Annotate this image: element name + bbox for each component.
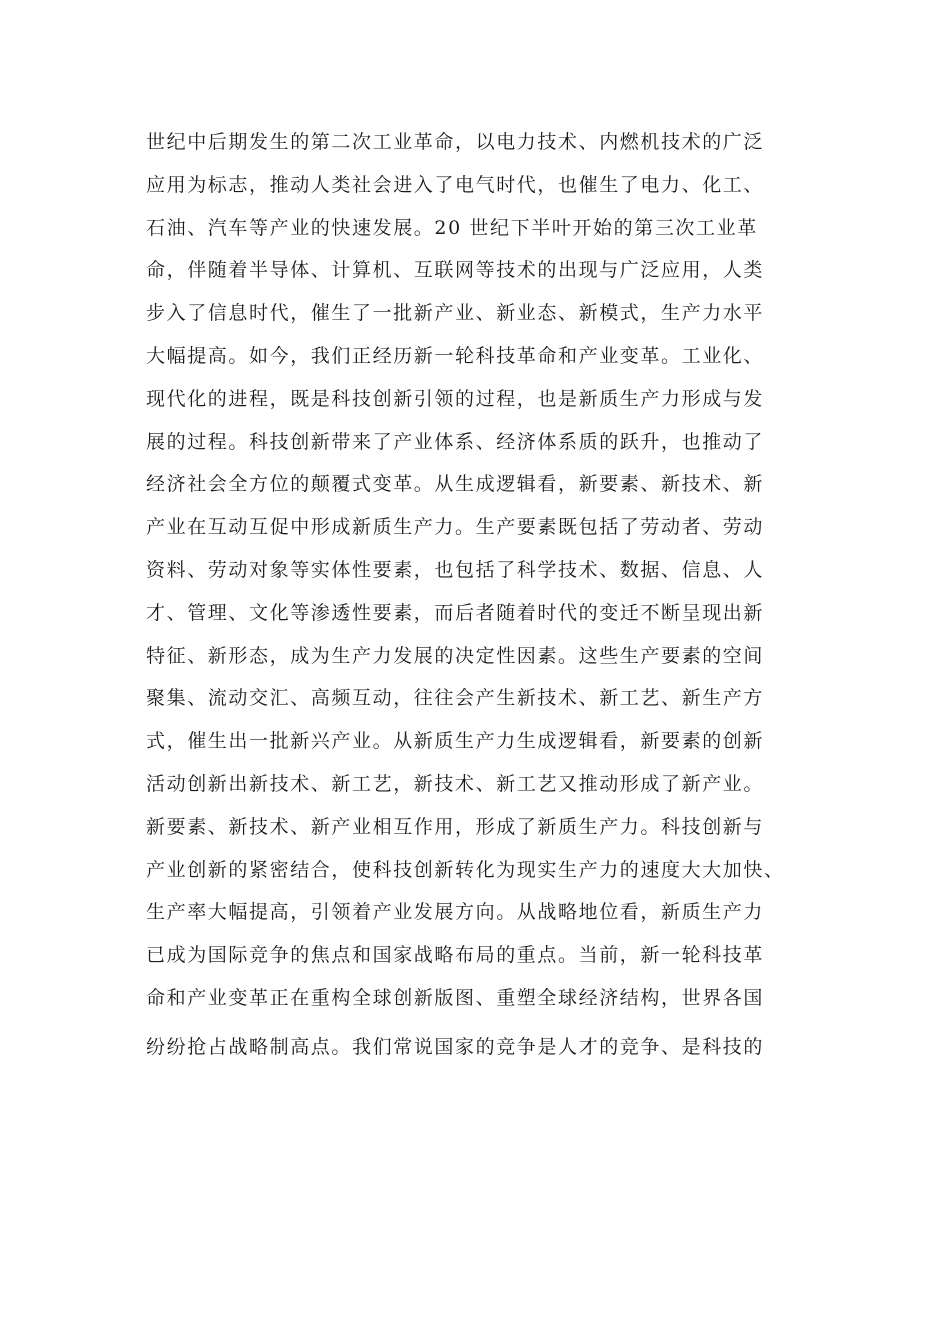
text-line: 大幅提高。如今，我们正经历新一轮科技革命和产业变革。工业化、 [146, 344, 765, 367]
text-line: 石油、汽车等产业的快速发展。20 世纪下半叶开始的第三次工业革 [146, 216, 758, 239]
body-text [146, 121, 826, 1069]
text-line: 活动创新出新技术、新工艺，新技术、新工艺又推动形成了新产业。 [146, 772, 765, 795]
text-line: 步入了信息时代，催生了一批新产业、新业态、新模式，生产力水平 [146, 302, 765, 325]
text-line: 式，催生出一批新兴产业。从新质生产力生成逻辑看，新要素的创新 [146, 730, 765, 753]
text-line: 现代化的进程，既是科技创新引领的过程，也是新质生产力形成与发 [146, 387, 765, 410]
text-line: 已成为国际竞争的焦点和国家战略布局的重点。当前，新一轮科技革 [146, 944, 765, 967]
text-line: 应用为标志，推动人类社会进入了电气时代，也催生了电力、化工、 [146, 173, 765, 196]
text-line: 经济社会全方位的颠覆式变革。从生成逻辑看，新要素、新技术、新 [146, 473, 765, 496]
text-line: 资料、劳动对象等实体性要素，也包括了科学技术、数据、信息、人 [146, 558, 765, 581]
text-line: 生产率大幅提高，引领着产业发展方向。从战略地位看，新质生产力 [146, 901, 765, 924]
text-line: 展的过程。科技创新带来了产业体系、经济体系质的跃升，也推动了 [146, 430, 765, 453]
text-line: 命，伴随着半导体、计算机、互联网等技术的出现与广泛应用，人类 [146, 259, 765, 282]
text-line: 特征、新形态，成为生产力发展的决定性因素。这些生产要素的空间 [146, 644, 765, 667]
text-line: 新要素、新技术、新产业相互作用，形成了新质生产力。科技创新与 [146, 815, 765, 838]
text-line: 命和产业变革正在重构全球创新版图、重塑全球经济结构，世界各国 [146, 986, 765, 1009]
text-line: 世纪中后期发生的第二次工业革命，以电力技术、内燃机技术的广泛 [146, 131, 765, 153]
text-line: 产业创新的紧密结合，使科技创新转化为现实生产力的速度大大加快、 [146, 858, 785, 881]
text-line: 聚集、流动交汇、高频互动，往往会产生新技术、新工艺、新生产方 [146, 687, 765, 710]
text-line: 才、管理、文化等渗透性要素，而后者随着时代的变迁不断呈现出新 [146, 601, 765, 624]
text-line: 产业在互动互促中形成新质生产力。生产要素既包括了劳动者、劳动 [146, 516, 765, 539]
text-line: 纷纷抢占战略制高点。我们常说国家的竞争是人才的竞争、是科技的 [146, 1035, 765, 1058]
